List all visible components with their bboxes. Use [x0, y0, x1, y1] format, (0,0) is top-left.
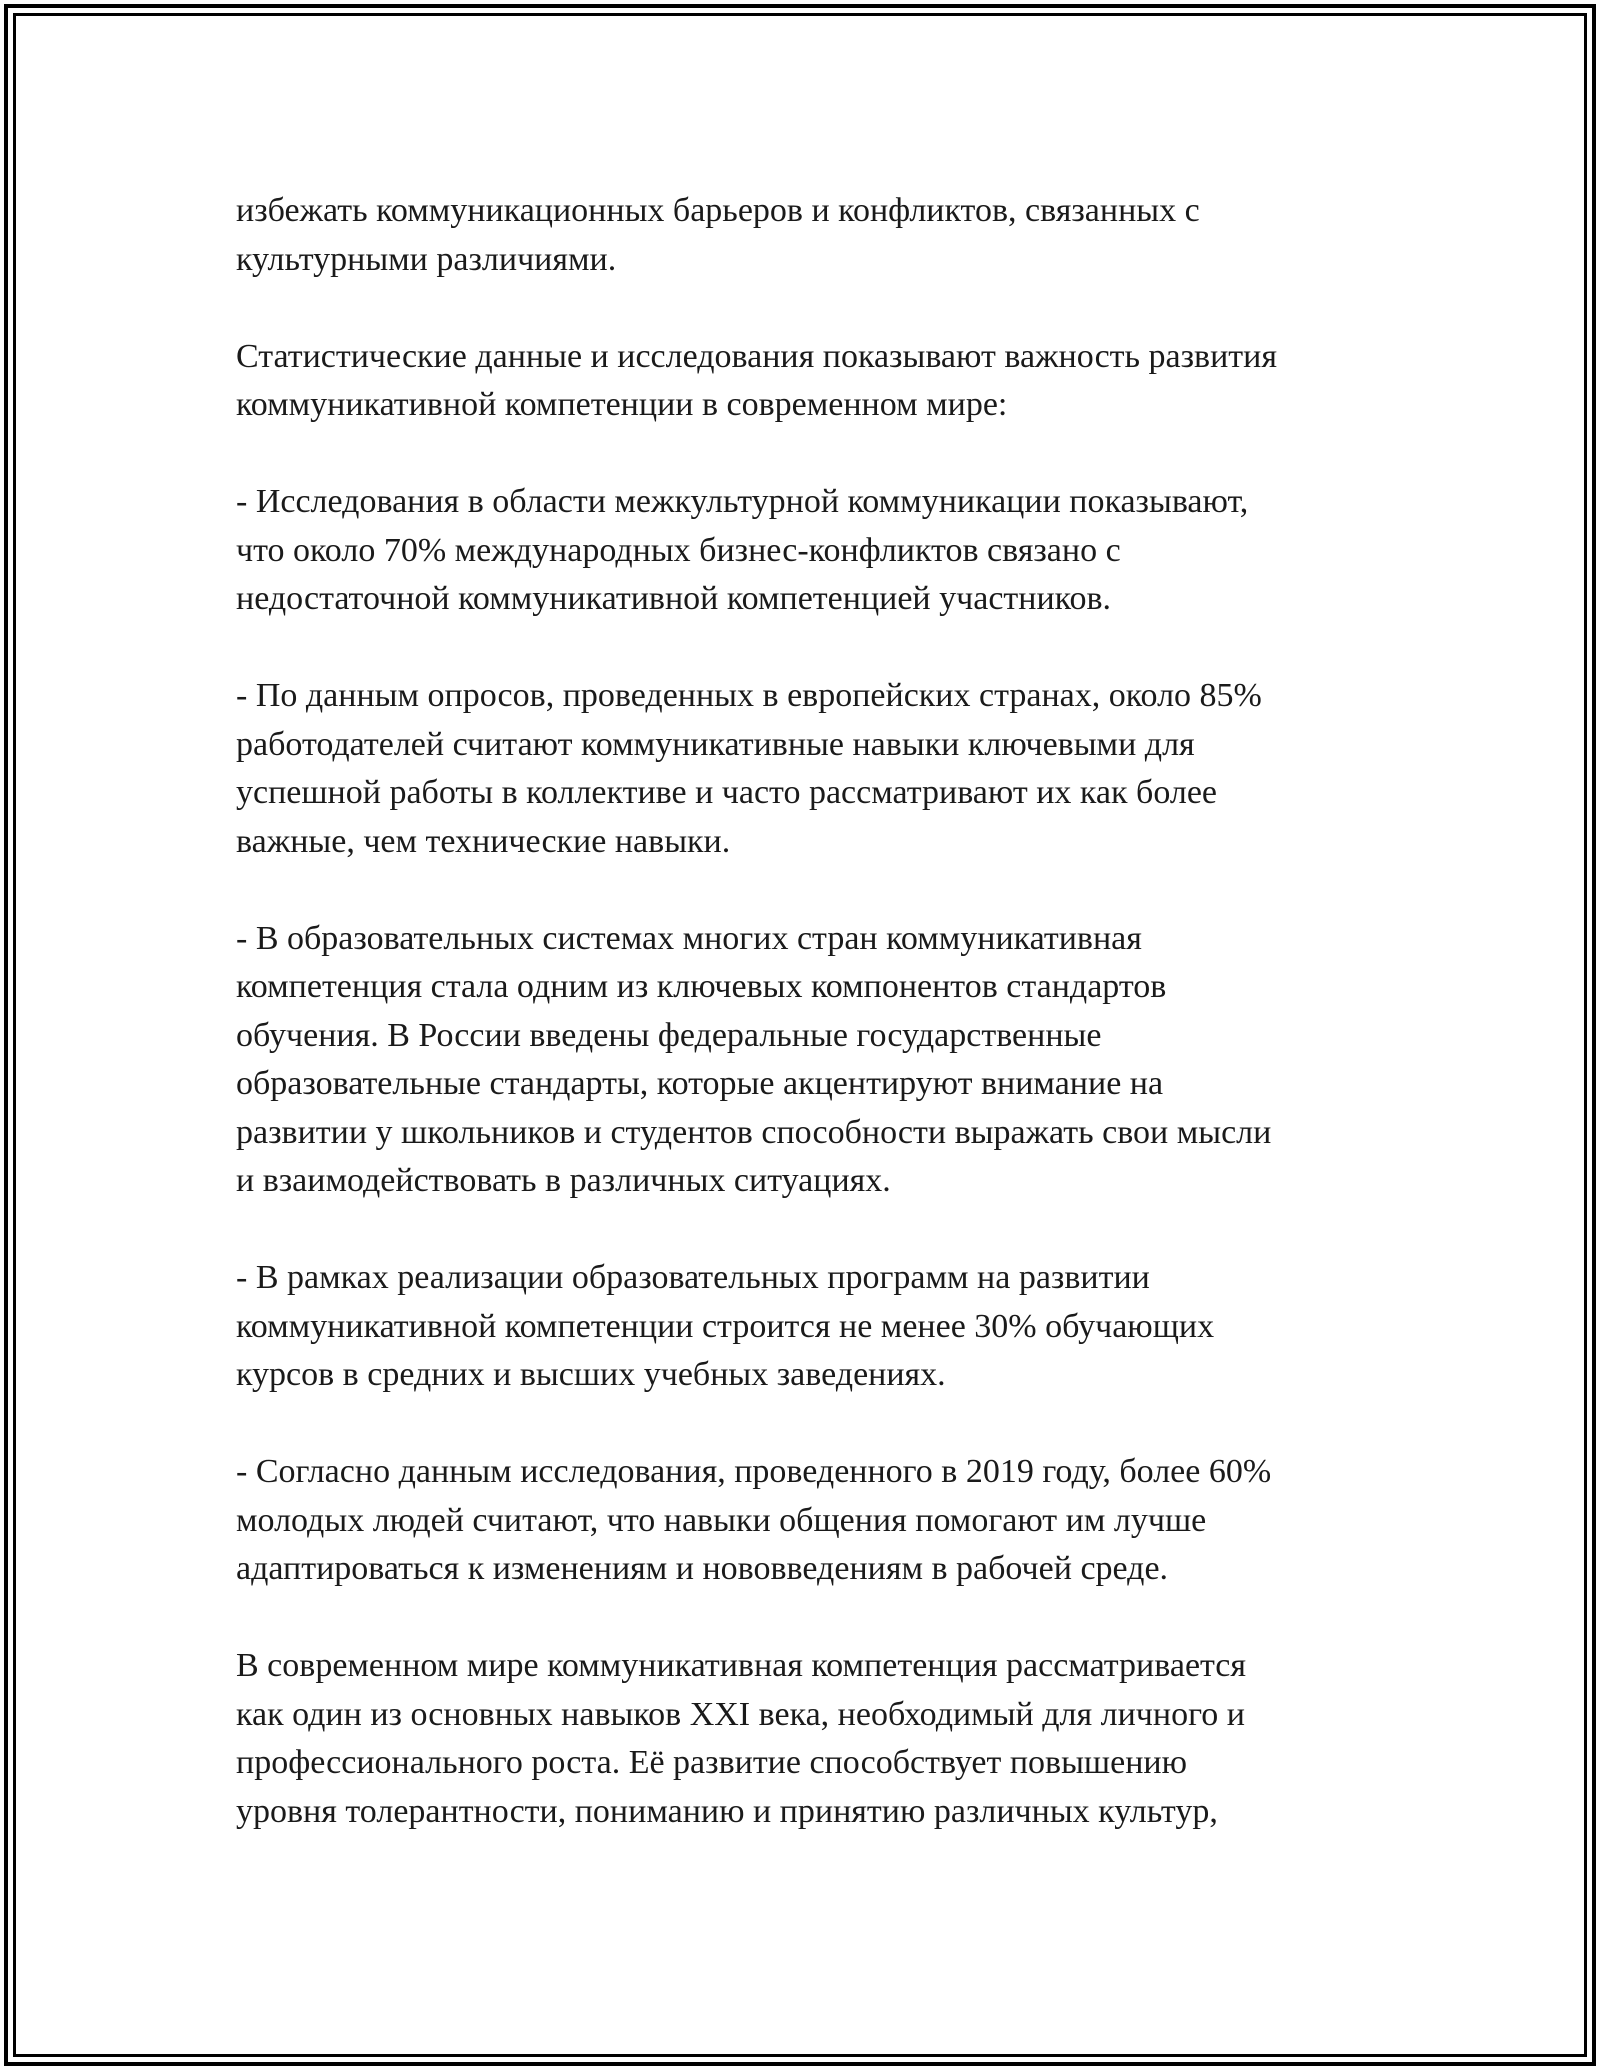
text-line: - В образовательных системах многих стран коммуникативная	[236, 919, 1142, 957]
text-line: - В рамках реализации образовательных программ на развитии	[236, 1259, 1150, 1296]
paragraph	[236, 478, 1396, 624]
text-line: - Согласно данным исследования, проведенного в 2019 году, более 60%	[236, 1453, 1272, 1490]
text-line: - По данным опросов, проведенных в европейских странах, около 85%	[236, 677, 1262, 714]
text-line: курсов в средних и высших учебных заведениях.	[236, 1356, 946, 1393]
text-line: избежать коммуникационных барьеров и конфликтов, связанных с	[236, 192, 1200, 229]
text-line: как один из основных навыков XXI века, необходимый для личного и	[236, 1695, 1245, 1733]
paragraph	[236, 1254, 1396, 1400]
document-body	[236, 187, 1396, 1836]
text-line: успешной работы в коллективе и часто рассматривают их как более	[236, 774, 1218, 811]
text-line: работодателей считают коммуникативные навыки ключевыми для	[236, 725, 1195, 763]
paragraph	[236, 187, 1396, 284]
text-line: - Исследования в области межкультурной коммуникации показывают,	[236, 483, 1249, 520]
paragraph	[236, 672, 1396, 866]
text-line: компетенция стала одним из ключевых компонентов стандартов	[236, 968, 1167, 1005]
text-line: образовательные стандарты, которые акцентируют внимание на	[236, 1065, 1164, 1102]
text-line: важные, чем технические навыки.	[236, 822, 731, 860]
text-line: уровня толерантности, пониманию и принятию различных культур,	[236, 1792, 1218, 1830]
text-line: адаптироваться к изменениям и нововведениям в рабочей среде.	[236, 1550, 1169, 1587]
text-line: развитии у школьников и студентов способности выражать свои мысли	[236, 1113, 1272, 1151]
text-line: молодых людей считают, что навыки общения помогают им лучше	[236, 1501, 1207, 1539]
text-line: культурными различиями.	[236, 240, 617, 278]
text-line: профессионального роста. Её развитие способствует повышению	[236, 1744, 1187, 1781]
paragraph	[236, 333, 1396, 430]
paragraph	[236, 1448, 1396, 1594]
text-line: коммуникативной компетенции строится не менее 30% обучающих	[236, 1307, 1215, 1345]
paragraph	[236, 1642, 1396, 1836]
text-line: недостаточной коммуникативной компетенцией участников.	[236, 580, 1112, 617]
paragraph	[236, 915, 1396, 1206]
text-line: и взаимодействовать в различных ситуациях.	[236, 1162, 891, 1199]
text-line: Статистические данные и исследования показывают важность развития	[236, 337, 1277, 375]
text-line: что около 70% международных бизнес-конфликтов связано с	[236, 531, 1121, 569]
text-line: коммуникативной компетенции в современном мире:	[236, 386, 1008, 423]
text-line: В современном мире коммуникативная компетенция рассматривается	[236, 1647, 1247, 1684]
text-line: обучения. В России введены федеральные государственные	[236, 1016, 1102, 1054]
